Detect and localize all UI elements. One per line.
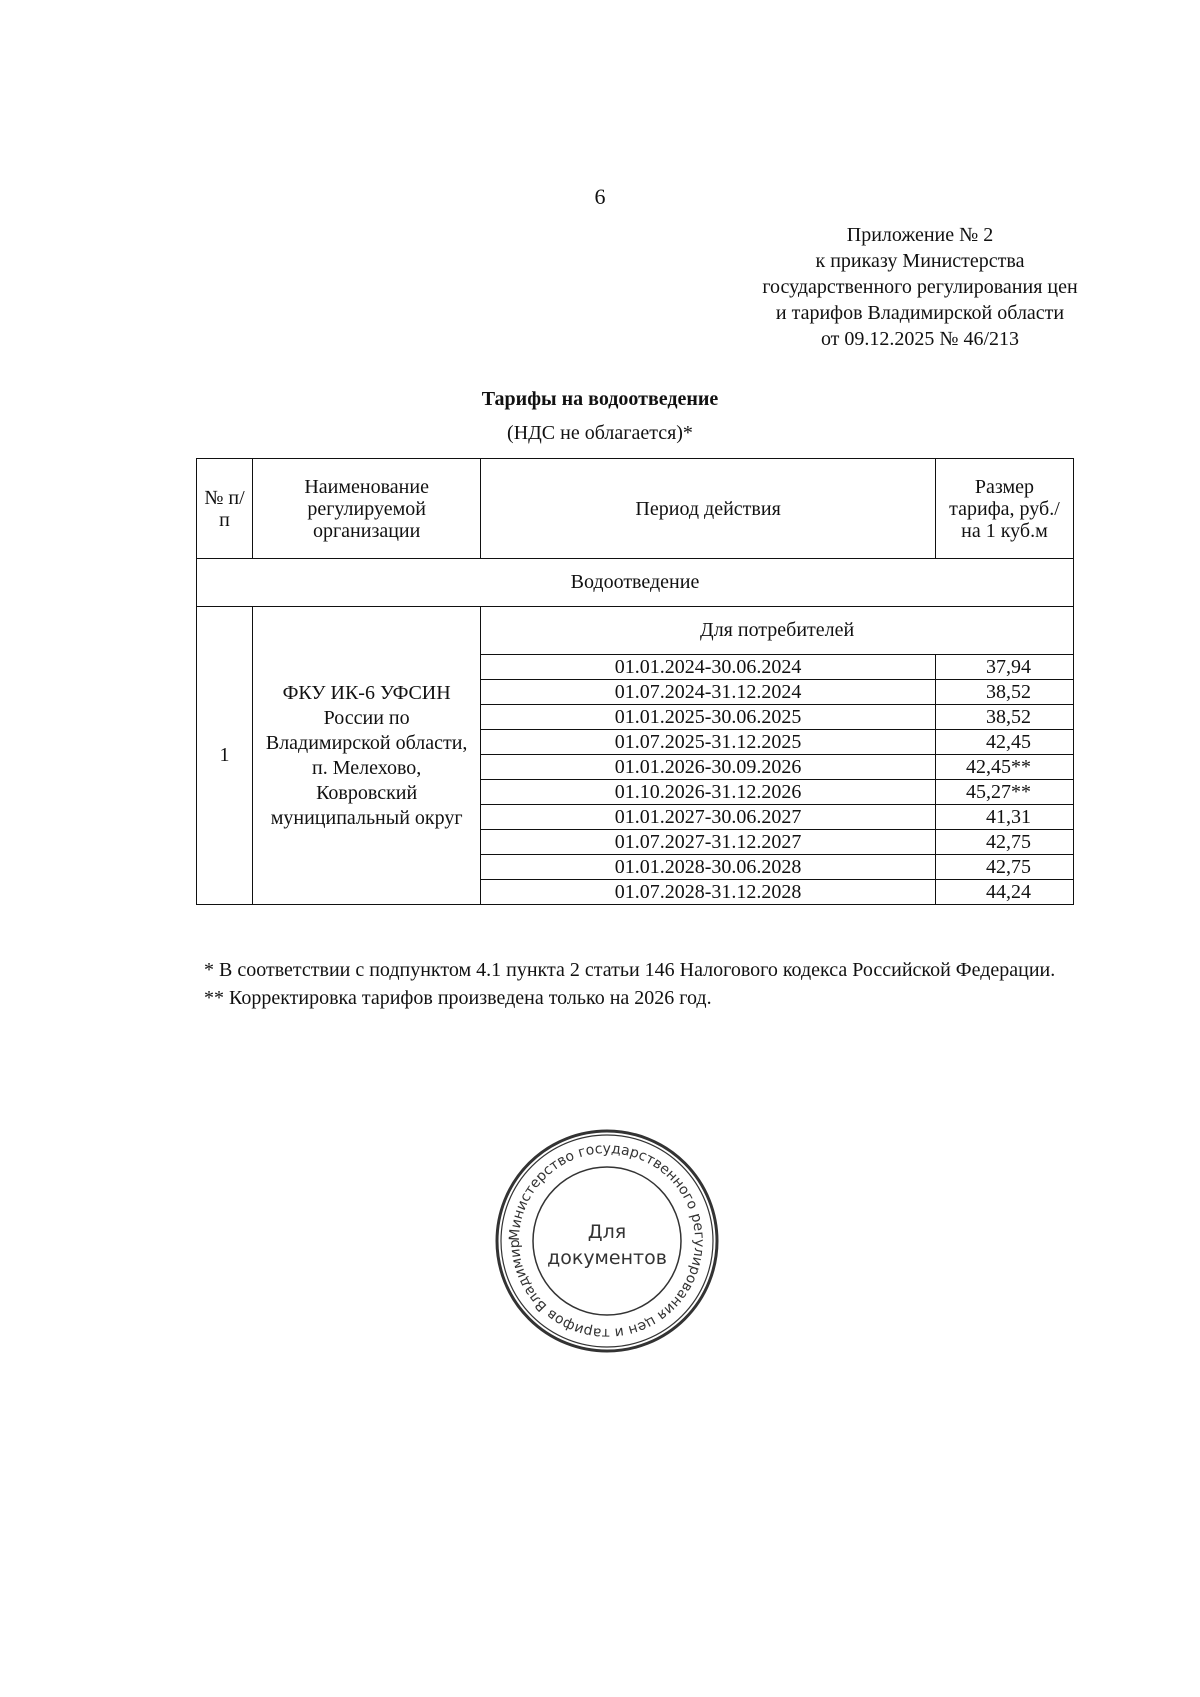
stamp-center-line2: документов: [547, 1247, 667, 1269]
footnote-correction: ** Корректировка тарифов произведена только на 2026 год.: [204, 987, 712, 1009]
row-number: 1: [197, 607, 253, 905]
annex-block: [720, 222, 1120, 352]
stamp-seal: [494, 1128, 720, 1354]
table-header-row: [197, 459, 1074, 559]
rate-cell: 45,27**: [935, 780, 1073, 805]
period-cell: 01.01.2024-30.06.2024: [481, 655, 936, 680]
rate-cell: 42,45: [935, 730, 1073, 755]
document-subtitle: (НДС не облагается)*: [507, 422, 693, 444]
header-num: № п/п: [197, 459, 253, 559]
section-row: [197, 559, 1074, 607]
rate-cell: 42,75: [935, 830, 1073, 855]
period-cell: 01.07.2025-31.12.2025: [481, 730, 936, 755]
consumers-label: Для потребителей: [481, 607, 1074, 655]
rate-cell: 42,45**: [935, 755, 1073, 780]
header-organization: Наименование регулируемой организации: [253, 459, 481, 559]
period-cell: 01.01.2026-30.09.2026: [481, 755, 936, 780]
period-cell: 01.01.2028-30.06.2028: [481, 855, 936, 880]
footnote-vat: * В соответствии с подпунктом 4.1 пункта 2 статьи 146 Налогового кодекса Российской Федерации.: [204, 959, 1056, 981]
rate-cell: 41,31: [935, 805, 1073, 830]
annex-line: к приказу Министерства: [815, 250, 1025, 272]
section-label: Водоотведение: [197, 559, 1074, 607]
stamp-ring-textpath: Министерство государственного регулирования цен и тарифов Владимир: [506, 1140, 708, 1342]
stamp-center-line1: Для: [587, 1221, 627, 1243]
organization-name: ФКУ ИК-6 УФСИН России по Владимирской области, п. Мелехово, Ковровский муниципальный округ: [253, 607, 481, 905]
annex-line: от 09.12.2025 № 46/213: [820, 328, 1020, 350]
page-number: 6: [594, 184, 606, 209]
annex-line: и тарифов Владимирской области: [775, 302, 1065, 324]
consumers-row: [197, 607, 1074, 655]
rate-cell: 38,52: [935, 705, 1073, 730]
rate-cell: 42,75: [935, 855, 1073, 880]
period-cell: 01.10.2026-31.12.2026: [481, 780, 936, 805]
tariff-table: [196, 458, 1074, 905]
period-cell: 01.07.2028-31.12.2028: [481, 880, 936, 905]
official-stamp: [494, 1128, 720, 1354]
annex-line: Приложение № 2: [846, 224, 994, 246]
period-cell: 01.07.2024-31.12.2024: [481, 680, 936, 705]
footnotes: [204, 956, 1074, 1012]
rate-cell: 37,94: [935, 655, 1073, 680]
rate-cell: 38,52: [935, 680, 1073, 705]
rate-cell: 44,24: [935, 880, 1073, 905]
period-cell: 01.01.2025-30.06.2025: [481, 705, 936, 730]
header-period: Период действия: [481, 459, 936, 559]
document-title: Тарифы на водоотведение: [481, 388, 719, 410]
annex-line: государственного регулирования цен: [762, 276, 1078, 298]
header-rate: Размер тарифа, руб./на 1 куб.м: [935, 459, 1073, 559]
period-cell: 01.07.2027-31.12.2027: [481, 830, 936, 855]
period-cell: 01.01.2027-30.06.2027: [481, 805, 936, 830]
